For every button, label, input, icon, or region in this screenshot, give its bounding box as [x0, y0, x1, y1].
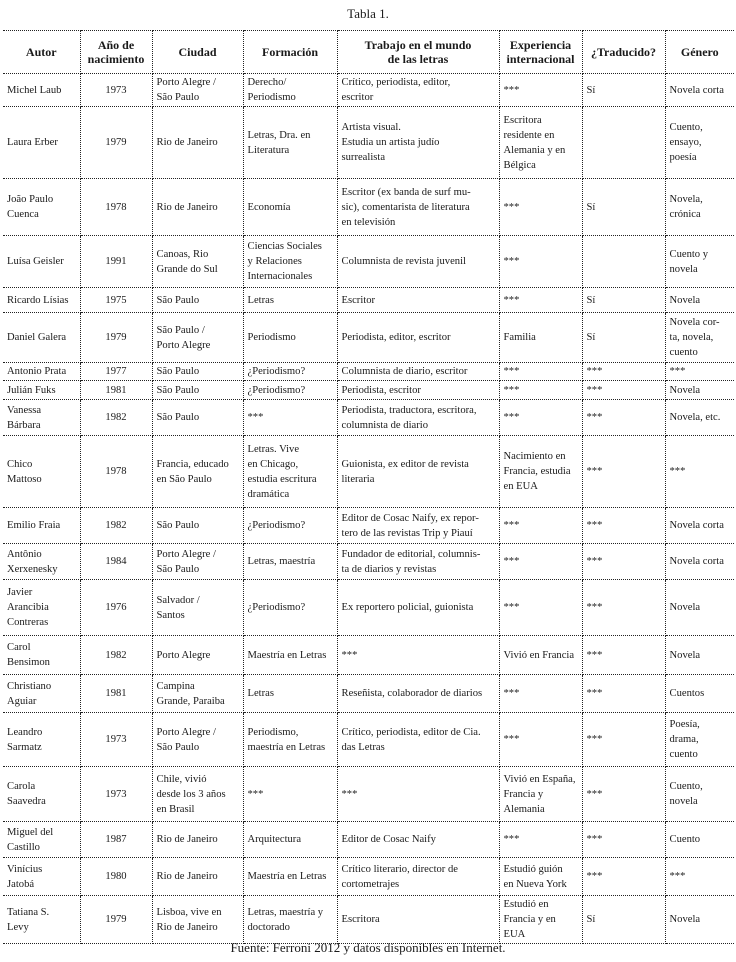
- cell-international-experience: ***: [499, 822, 582, 858]
- cell-translated: Sí: [582, 313, 665, 363]
- cell-genre: Novela, etc.: [665, 400, 734, 436]
- cell-literary-work: Artista visual. Estudia un artista judío surrealista: [337, 107, 499, 179]
- cell-international-experience: Vivió en España, Francia y Alemania: [499, 767, 582, 822]
- cell-education: Letras, maestría y doctorado: [243, 896, 337, 944]
- cell-author: Christiano Aguiar: [3, 675, 80, 713]
- cell-genre: Cuento, ensayo, poesía: [665, 107, 734, 179]
- cell-birth-year: 1987: [80, 822, 152, 858]
- cell-city: Rio de Janeiro: [152, 822, 243, 858]
- cell-genre: Novela: [665, 381, 734, 400]
- cell-city: Porto Alegre / São Paulo: [152, 544, 243, 580]
- cell-city: Francia, educado en São Paulo: [152, 436, 243, 508]
- table-row: [3, 858, 734, 896]
- cell-author: Chico Mattoso: [3, 436, 80, 508]
- cell-literary-work: Escritora: [337, 896, 499, 944]
- cell-city: São Paulo: [152, 288, 243, 313]
- cell-international-experience: ***: [499, 74, 582, 107]
- cell-author: Antônio Xerxenesky: [3, 544, 80, 580]
- cell-translated: ***: [582, 544, 665, 580]
- cell-author: Ricardo Lísias: [3, 288, 80, 313]
- cell-city: Rio de Janeiro: [152, 179, 243, 236]
- column-header-genre: Género: [665, 31, 734, 74]
- column-header-birth-year: Año de nacimiento: [80, 31, 152, 74]
- cell-author: Javier Arancibia Contreras: [3, 580, 80, 636]
- cell-birth-year: 1980: [80, 858, 152, 896]
- table-source-caption: Fuente: Ferroni 2012 y datos disponibles en Internet.: [230, 940, 506, 955]
- cell-international-experience: Familia: [499, 313, 582, 363]
- table-row: [3, 400, 734, 436]
- cell-author: Emilio Fraia: [3, 508, 80, 544]
- cell-genre: Novela: [665, 288, 734, 313]
- cell-genre: Novela: [665, 896, 734, 944]
- cell-education: Economía: [243, 179, 337, 236]
- table-row: [3, 436, 734, 508]
- cell-genre: ***: [665, 858, 734, 896]
- cell-translated: ***: [582, 381, 665, 400]
- column-header-education: Formación: [243, 31, 337, 74]
- cell-author: Luísa Geisler: [3, 236, 80, 288]
- cell-international-experience: Vivió en Francia: [499, 636, 582, 675]
- cell-city: Lisboa, vive en Rio de Janeiro: [152, 896, 243, 944]
- cell-genre: Poesía, drama, cuento: [665, 713, 734, 767]
- cell-literary-work: Periodista, editor, escritor: [337, 313, 499, 363]
- table-row: [3, 107, 734, 179]
- table-row: [3, 381, 734, 400]
- cell-education: ***: [243, 767, 337, 822]
- column-header-translated: ¿Traducido?: [582, 31, 665, 74]
- cell-literary-work: ***: [337, 636, 499, 675]
- cell-translated: ***: [582, 508, 665, 544]
- cell-genre: Cuentos: [665, 675, 734, 713]
- cell-literary-work: Escritor: [337, 288, 499, 313]
- cell-international-experience: ***: [499, 179, 582, 236]
- cell-birth-year: 1975: [80, 288, 152, 313]
- cell-literary-work: Reseñista, colaborador de diarios: [337, 675, 499, 713]
- cell-literary-work: Guionista, ex editor de revista literaria: [337, 436, 499, 508]
- cell-education: ¿Periodismo?: [243, 508, 337, 544]
- cell-birth-year: 1984: [80, 544, 152, 580]
- cell-literary-work: Crítico literario, director de cortometrajes: [337, 858, 499, 896]
- cell-translated: ***: [582, 822, 665, 858]
- cell-international-experience: Nacimiento en Francia, estudia en EUA: [499, 436, 582, 508]
- cell-translated: ***: [582, 636, 665, 675]
- cell-translated: Sí: [582, 179, 665, 236]
- cell-international-experience: ***: [499, 288, 582, 313]
- cell-birth-year: 1982: [80, 400, 152, 436]
- cell-city: Campina Grande, Paraiba: [152, 675, 243, 713]
- cell-city: Chile, vivió desde los 3 años en Brasil: [152, 767, 243, 822]
- cell-literary-work: Editor de Cosac Naify: [337, 822, 499, 858]
- cell-genre: Novela cor- ta, novela, cuento: [665, 313, 734, 363]
- cell-education: Maestría en Letras: [243, 636, 337, 675]
- cell-birth-year: 1973: [80, 74, 152, 107]
- cell-author: Tatiana S. Levy: [3, 896, 80, 944]
- cell-author: Michel Laub: [3, 74, 80, 107]
- cell-literary-work: Editor de Cosac Naify, ex repor- tero de las revistas Trip y Piauí: [337, 508, 499, 544]
- cell-international-experience: ***: [499, 580, 582, 636]
- cell-birth-year: 1981: [80, 675, 152, 713]
- table-row: [3, 822, 734, 858]
- cell-education: Letras: [243, 288, 337, 313]
- cell-author: Carol Bensimon: [3, 636, 80, 675]
- cell-translated: ***: [582, 713, 665, 767]
- cell-city: São Paulo: [152, 400, 243, 436]
- cell-literary-work: Periodista, escritor: [337, 381, 499, 400]
- cell-education: Letras: [243, 675, 337, 713]
- cell-city: São Paulo / Porto Alegre: [152, 313, 243, 363]
- table-row: [3, 179, 734, 236]
- cell-city: Porto Alegre / São Paulo: [152, 74, 243, 107]
- cell-birth-year: 1976: [80, 580, 152, 636]
- cell-education: Ciencias Sociales y Relaciones Internacionales: [243, 236, 337, 288]
- cell-education: ¿Periodismo?: [243, 363, 337, 381]
- cell-birth-year: 1973: [80, 767, 152, 822]
- cell-education: Arquitectura: [243, 822, 337, 858]
- cell-literary-work: Columnista de diario, escritor: [337, 363, 499, 381]
- cell-author: Antonio Prata: [3, 363, 80, 381]
- cell-translated: ***: [582, 436, 665, 508]
- cell-translated: ***: [582, 767, 665, 822]
- cell-international-experience: Estudió guión en Nueva York: [499, 858, 582, 896]
- cell-birth-year: 1979: [80, 107, 152, 179]
- cell-birth-year: 1978: [80, 179, 152, 236]
- cell-translated: ***: [582, 858, 665, 896]
- table-row: [3, 580, 734, 636]
- cell-international-experience: ***: [499, 363, 582, 381]
- cell-city: Porto Alegre / São Paulo: [152, 713, 243, 767]
- cell-genre: Novela: [665, 636, 734, 675]
- cell-author: Vanessa Bárbara: [3, 400, 80, 436]
- cell-education: Periodismo, maestría en Letras: [243, 713, 337, 767]
- cell-author: Carola Saavedra: [3, 767, 80, 822]
- cell-author: Miguel del Castillo: [3, 822, 80, 858]
- cell-literary-work: Periodista, traductora, escritora, columnista de diario: [337, 400, 499, 436]
- cell-birth-year: 1978: [80, 436, 152, 508]
- column-header-literary-work: Trabajo en el mundo de las letras: [337, 31, 499, 74]
- table-row: [3, 313, 734, 363]
- cell-city: Rio de Janeiro: [152, 107, 243, 179]
- cell-genre: Novela corta: [665, 508, 734, 544]
- cell-city: São Paulo: [152, 381, 243, 400]
- table-row: [3, 636, 734, 675]
- cell-city: Canoas, Rio Grande do Sul: [152, 236, 243, 288]
- cell-international-experience: Estudió en Francia y en EUA: [499, 896, 582, 944]
- cell-author: Vinícius Jatobá: [3, 858, 80, 896]
- table-row: [3, 508, 734, 544]
- table-row: [3, 544, 734, 580]
- table-row: [3, 236, 734, 288]
- cell-city: Rio de Janeiro: [152, 858, 243, 896]
- table-title: Tabla 1.: [347, 6, 389, 21]
- table-row: [3, 74, 734, 107]
- cell-genre: Cuento, novela: [665, 767, 734, 822]
- column-header-author: Autor: [3, 31, 80, 74]
- cell-birth-year: 1982: [80, 636, 152, 675]
- cell-genre: ***: [665, 436, 734, 508]
- cell-education: Letras. Vive en Chicago, estudia escritura dramática: [243, 436, 337, 508]
- cell-genre: Cuento: [665, 822, 734, 858]
- cell-international-experience: ***: [499, 675, 582, 713]
- cell-translated: Sí: [582, 288, 665, 313]
- cell-translated: Sí: [582, 896, 665, 944]
- cell-genre: Novela corta: [665, 544, 734, 580]
- cell-international-experience: Escritora residente en Alemania y en Bélgica: [499, 107, 582, 179]
- cell-author: Julián Fuks: [3, 381, 80, 400]
- cell-author: João Paulo Cuenca: [3, 179, 80, 236]
- cell-genre: Cuento y novela: [665, 236, 734, 288]
- cell-education: Periodismo: [243, 313, 337, 363]
- cell-international-experience: ***: [499, 508, 582, 544]
- cell-international-experience: ***: [499, 713, 582, 767]
- cell-literary-work: ***: [337, 767, 499, 822]
- cell-birth-year: 1973: [80, 713, 152, 767]
- cell-literary-work: Crítico, periodista, editor de Cia. das Letras: [337, 713, 499, 767]
- cell-literary-work: Escritor (ex banda de surf mu- sic), comentarista de literatura en televisión: [337, 179, 499, 236]
- cell-literary-work: Ex reportero policial, guionista: [337, 580, 499, 636]
- cell-translated: ***: [582, 363, 665, 381]
- cell-city: Salvador / Santos: [152, 580, 243, 636]
- cell-birth-year: 1977: [80, 363, 152, 381]
- cell-author: Leandro Sarmatz: [3, 713, 80, 767]
- cell-birth-year: 1979: [80, 313, 152, 363]
- cell-translated: ***: [582, 400, 665, 436]
- cell-international-experience: ***: [499, 236, 582, 288]
- table-row: [3, 713, 734, 767]
- cell-birth-year: 1981: [80, 381, 152, 400]
- cell-education: ¿Periodismo?: [243, 381, 337, 400]
- cell-international-experience: ***: [499, 544, 582, 580]
- cell-education: Letras, maestría: [243, 544, 337, 580]
- cell-education: ***: [243, 400, 337, 436]
- cell-literary-work: Columnista de revista juvenil: [337, 236, 499, 288]
- cell-international-experience: ***: [499, 381, 582, 400]
- authors-table: [3, 30, 734, 944]
- cell-author: Daniel Galera: [3, 313, 80, 363]
- cell-city: São Paulo: [152, 363, 243, 381]
- cell-education: Derecho/ Periodismo: [243, 74, 337, 107]
- column-header-city: Ciudad: [152, 31, 243, 74]
- cell-literary-work: Crítico, periodista, editor, escritor: [337, 74, 499, 107]
- cell-translated: ***: [582, 580, 665, 636]
- cell-genre: Novela, crónica: [665, 179, 734, 236]
- cell-translated: [582, 107, 665, 179]
- cell-translated: Sí: [582, 74, 665, 107]
- cell-international-experience: ***: [499, 400, 582, 436]
- cell-genre: Novela corta: [665, 74, 734, 107]
- cell-translated: ***: [582, 675, 665, 713]
- cell-translated: [582, 236, 665, 288]
- table-row: [3, 288, 734, 313]
- cell-author: Laura Erber: [3, 107, 80, 179]
- column-header-international-experience: Experiencia internacional: [499, 31, 582, 74]
- cell-birth-year: 1979: [80, 896, 152, 944]
- table-header-row: [3, 31, 734, 74]
- table-row: [3, 675, 734, 713]
- table-row: [3, 767, 734, 822]
- cell-birth-year: 1991: [80, 236, 152, 288]
- table-row: [3, 896, 734, 944]
- cell-city: São Paulo: [152, 508, 243, 544]
- cell-birth-year: 1982: [80, 508, 152, 544]
- cell-genre: Novela: [665, 580, 734, 636]
- cell-genre: ***: [665, 363, 734, 381]
- cell-education: ¿Periodismo?: [243, 580, 337, 636]
- cell-education: Maestría en Letras: [243, 858, 337, 896]
- table-row: [3, 363, 734, 381]
- cell-education: Letras, Dra. en Literatura: [243, 107, 337, 179]
- cell-literary-work: Fundador de editorial, columnis- ta de diarios y revistas: [337, 544, 499, 580]
- cell-city: Porto Alegre: [152, 636, 243, 675]
